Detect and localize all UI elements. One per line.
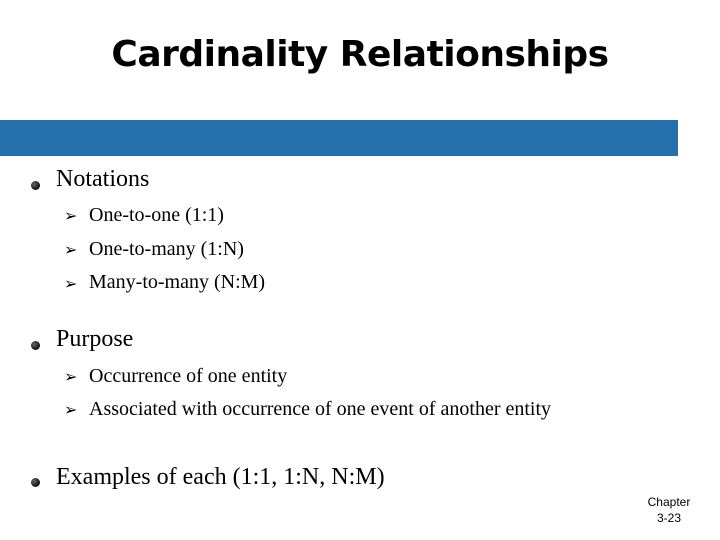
bullet-dot-icon (31, 478, 40, 487)
arrow-bullet-icon: ➢ (64, 367, 78, 386)
footer-page-number: 3-23 (656, 511, 682, 525)
list-item: One-to-many (1:N) (89, 238, 244, 260)
chapter-footer (630, 494, 708, 526)
section-heading-purpose: Purpose (56, 326, 134, 352)
list-item: One-to-one (1:1) (89, 204, 224, 226)
slide-title: Cardinality Relationships (111, 34, 609, 75)
arrow-bullet-icon: ➢ (64, 274, 78, 293)
footer-chapter-label: Chapter (647, 495, 691, 509)
arrow-bullet-icon: ➢ (64, 400, 78, 419)
list-item: Many-to-many (N:M) (89, 271, 266, 293)
title-band (0, 120, 678, 156)
list-item: Occurrence of one entity (89, 365, 288, 387)
section-heading-notations: Notations (56, 166, 150, 192)
bullet-dot-icon (31, 181, 40, 190)
arrow-bullet-icon: ➢ (64, 206, 78, 225)
bullet-dot-icon (31, 341, 40, 350)
section-heading-examples: Examples of each (1:1, 1:N, N:M) (56, 464, 385, 490)
list-item: Associated with occurrence of one event of another entity (89, 398, 552, 420)
arrow-bullet-icon: ➢ (64, 240, 78, 259)
